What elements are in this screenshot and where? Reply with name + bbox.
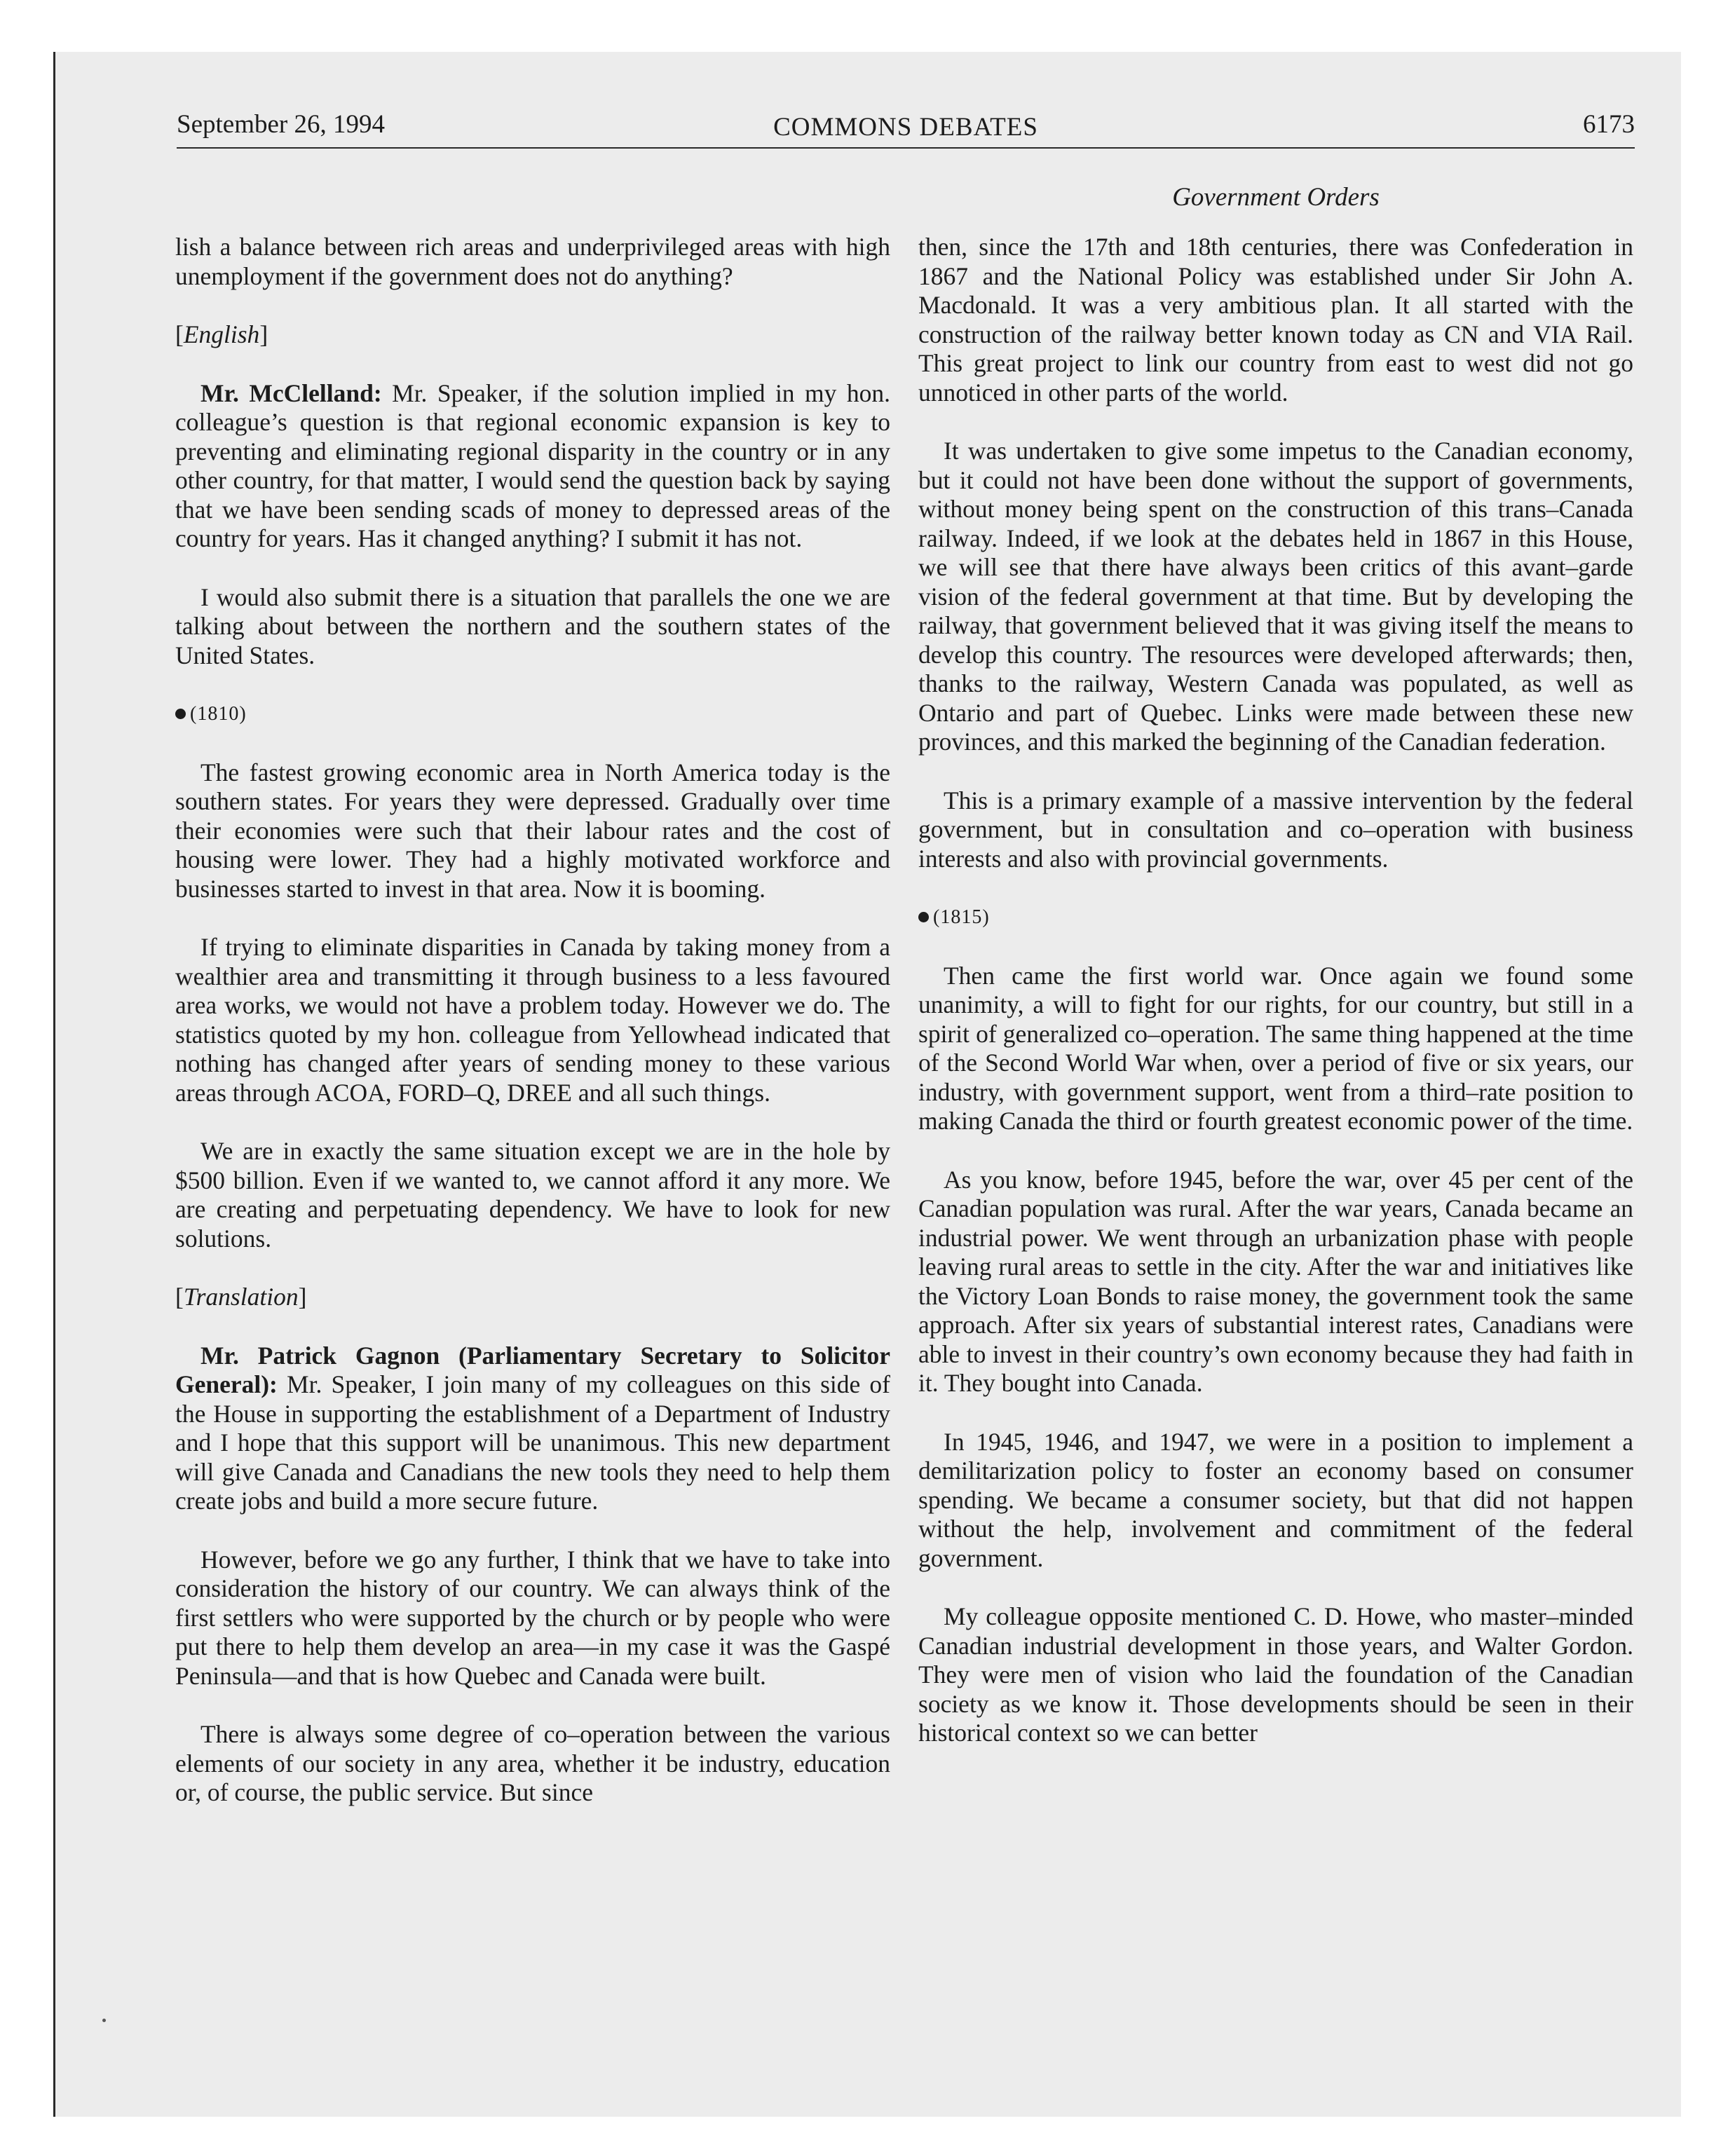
language-tag-text: Translation [183,1283,299,1311]
paragraph [175,379,890,554]
paragraph: However, before we go any further, I think that we have to take into consideration the history of our country. We can always think of the first settlers who were supported by the church or by people who were put there to help them develop an area—in my case it was the Gaspé Peninsula—and that is how Quebec and Canada were built. [175,1545,890,1690]
paragraph: lish a balance between rich areas and underprivileged areas with high unemployment if the government does not do anything? [175,233,890,290]
language-tag: [English] [175,320,268,348]
header-rule [177,147,1635,149]
time-marker [918,903,1633,932]
language-tag-text: English [183,320,260,348]
time-marker [175,700,890,729]
right-column [918,233,1633,1778]
paragraph: I would also submit there is a situation that parallels the one we are talking about between the northern and the southern states of the United States. [175,582,890,669]
paragraph: then, since the 17th and 18th centuries, there was Confederation in 1867 and the National Policy was established under Sir John A. Macdonald. It was a very ambitious plan. It all started with the construction of the railway better known today as CN and VIA Rail. This great project to link our country from east to west did not go unnoticed in other parts of the world. [918,233,1633,407]
time-marker-text: (1815) [933,906,990,928]
paragraph: There is always some degree of co–operation between the various elements of our society in any area, whether it be industry, education or, of course, the public service. But since [175,1720,890,1806]
paragraph: This is a primary example of a massive intervention by the federal government, but in consultation and co–operation with business interests and also with provincial governments. [918,786,1633,873]
paragraph: Then came the first world war. Once again we found some unanimity, a will to fight for our rights, for our country, but still in a spirit of generalized co–operation. The same thing happened at the time of the Second World War when, over a period of five or six years, our industry, with government support, went from a third–rate position to making Canada the third or fourth greatest economic power of the time. [918,961,1633,1135]
scan-edge [53,52,55,2117]
language-tag: [Translation] [175,1283,307,1311]
page-number: 6173 [1583,110,1635,139]
scan-speck [102,2019,106,2022]
speaker-name: Mr. McClelland: [200,378,382,407]
paragraph: It was undertaken to give some impetus to the Canadian economy, but it could not have been done without the support of governments, without money being spent on the construction of this trans–Canada railway. Indeed, if we look at the debates held in 1867 in this House, we will see that there have always been critics of this avant–garde vision of the federal government at that time. But by developing the railway, that government believed that it was giving itself the means to develop this country. The resources were developed afterwards; then, thanks to the railway, Western Canada was populated, as well as Ontario and part of Quebec. Links were made between these new provinces, and this marked the beginning of the Canadian federation. [918,437,1633,756]
paragraph: My colleague opposite mentioned C. D. Howe, who master–minded Canadian industrial development in those years, and Walter Gordon. They were men of vision who laid the foundation of the Canadian society as we know it. Those developments should be seen in their historical context so we can better [918,1602,1633,1747]
bullet-icon [175,709,186,719]
bullet-icon [918,912,929,922]
paragraph: If trying to eliminate disparities in Canada by taking money from a wealthier area and transmitting it through business to a less favoured area works, we would not have a problem today. However we do. The statistics quoted by my hon. colleague from Yellowhead indicated that nothing has changed after years of sending money to these various areas through ACOA, FORD–Q, DREE and all such things. [175,933,890,1107]
left-column [175,233,890,1837]
section-title: Government Orders [1172,183,1380,212]
header-date: September 26, 1994 [177,110,385,139]
header-title: COMMONS DEBATES [773,113,1038,142]
paragraph: We are in exactly the same situation except we are in the hole by $500 billion. Even if we wanted to, we cannot afford it any more. We are creating and perpetuating dependency. We have to look for new solutions. [175,1137,890,1253]
paragraph [175,1342,890,1516]
speaker-name: Mr. Patrick Gagnon (Parliamentary Secretary to Solicitor General): [175,1341,890,1398]
paragraph: The fastest growing economic area in North America today is the southern states. For years they were depressed. Gradually over time their economies were such that their labour rates and the cost of housing were lower. They had a highly motivated workforce and businesses started to invest in that area. Now it is booming. [175,758,890,903]
speech-text: Mr. Speaker, I join many of my colleagues on this side of the House in supporting the establishment of a Department of Industry and I hope that this support will be unanimous. This new department will give Canada and Canadians the new tools they need to help them create jobs and build a more secure future. [175,1370,890,1515]
page-header [177,105,1635,144]
time-marker-text: (1810) [190,703,247,725]
speech-text: Mr. Speaker, if the solution implied in my hon. colleague’s question is that regional economic expansion is key to preventing and eliminating regional disparity in the country or in any other country, for that matter, I would send the question back by saying that we have been sending scads of money to depressed areas of the country for years. Has it changed anything? I submit it has not. [175,378,890,552]
paragraph: As you know, before 1945, before the war, over 45 per cent of the Canadian population was rural. After the war years, Canada became an industrial power. We went through an urbanization phase with people leaving rural areas to settle in the city. After the war and initiatives like the Victory Loan Bonds to raise money, the government took the same approach. After six years of substantial interest rates, Canadians were able to invest in their country’s own economy because they had faith in it. They bought into Canada. [918,1165,1633,1397]
paragraph: In 1945, 1946, and 1947, we were in a position to implement a demilitarization policy to foster an economy based on consumer spending. We became a consumer society, but that did not happen without the help, involvement and commitment of the federal government. [918,1427,1633,1572]
